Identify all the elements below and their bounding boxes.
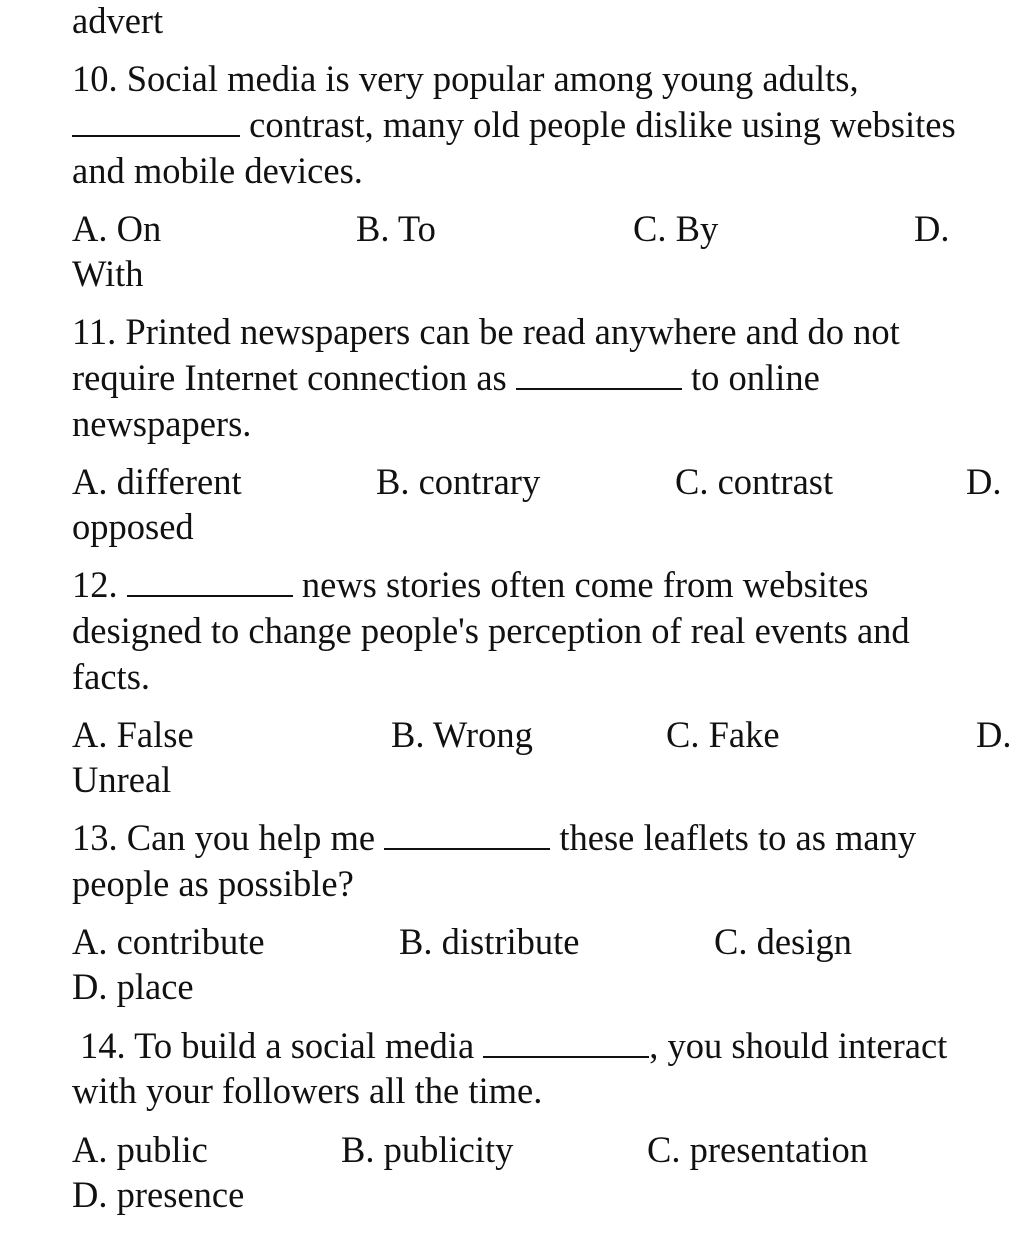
question-11-line-3: newspapers. (72, 403, 252, 444)
question-14-line-2: with your followers all the time. (72, 1070, 543, 1111)
answer-blank-14[interactable] (483, 1026, 649, 1058)
question-11-text-cont: require Internet connection as (72, 357, 507, 398)
answer-blank-11[interactable] (516, 358, 682, 390)
option-a[interactable]: A. public (72, 1129, 208, 1170)
option-a[interactable]: A. False (72, 714, 194, 755)
option-d-text[interactable]: With (72, 253, 144, 294)
option-c[interactable]: C. contrast (675, 461, 834, 502)
option-d-text[interactable]: opposed (72, 506, 194, 547)
question-11-line-2 (72, 355, 820, 401)
option-d-text[interactable]: Unreal (72, 759, 172, 800)
option-b[interactable]: B. Wrong (391, 714, 533, 755)
option-c[interactable]: C. design (714, 921, 852, 962)
question-10-line-3: and mobile devices. (72, 150, 363, 191)
answer-blank-10[interactable] (72, 105, 240, 137)
top-fragment: advert (72, 0, 164, 41)
option-a[interactable]: A. On (72, 208, 162, 249)
question-12-number: 12. (72, 564, 118, 605)
question-14-number: 14. (80, 1025, 126, 1066)
question-10-text: Social media is very popular among young adults, (126, 58, 859, 99)
question-12-line-2: designed to change people's perception of real events and (72, 610, 910, 651)
option-d[interactable]: D. presence (72, 1174, 245, 1215)
option-b[interactable]: B. To (356, 208, 436, 249)
question-11-text: Printed newspapers can be read anywhere and do not (125, 311, 900, 352)
question-11-number: 11. (72, 311, 117, 352)
option-d[interactable]: D. (966, 461, 1002, 502)
option-c[interactable]: C. By (633, 208, 719, 249)
option-c[interactable]: C. presentation (647, 1129, 868, 1170)
question-14-text-after: , you should interact (649, 1025, 948, 1066)
option-b[interactable]: B. contrary (376, 461, 541, 502)
question-14-text: To build a social media (134, 1025, 475, 1066)
question-10-text-cont: contrast, many old people dislike using websites (249, 104, 956, 145)
option-d[interactable]: D. place (72, 966, 194, 1007)
option-b[interactable]: B. publicity (341, 1129, 514, 1170)
option-b[interactable]: B. distribute (399, 921, 580, 962)
option-d[interactable]: D. (914, 208, 950, 249)
answer-blank-13[interactable] (384, 818, 550, 850)
question-12-line-1 (72, 562, 869, 608)
question-13-text-after: these leaflets to as many (559, 817, 917, 858)
question-10-line-2 (72, 102, 956, 148)
question-14-line-1 (80, 1023, 947, 1069)
question-13-text: Can you help me (126, 817, 376, 858)
question-11-line-1 (72, 309, 900, 355)
option-d[interactable]: D. (976, 714, 1012, 755)
option-a[interactable]: A. different (72, 461, 242, 502)
question-11-text-after: to online (691, 357, 820, 398)
question-12-line-3: facts. (72, 656, 151, 697)
question-13-number: 13. (72, 817, 118, 858)
question-10-number: 10. (72, 58, 118, 99)
question-12-text: news stories often come from websites (301, 564, 869, 605)
question-13-line-1 (72, 815, 916, 861)
option-a[interactable]: A. contribute (72, 921, 265, 962)
answer-blank-12[interactable] (127, 565, 293, 597)
option-c[interactable]: C. Fake (666, 714, 780, 755)
question-13-line-2: people as possible? (72, 863, 354, 904)
question-10-line-1 (72, 56, 859, 102)
